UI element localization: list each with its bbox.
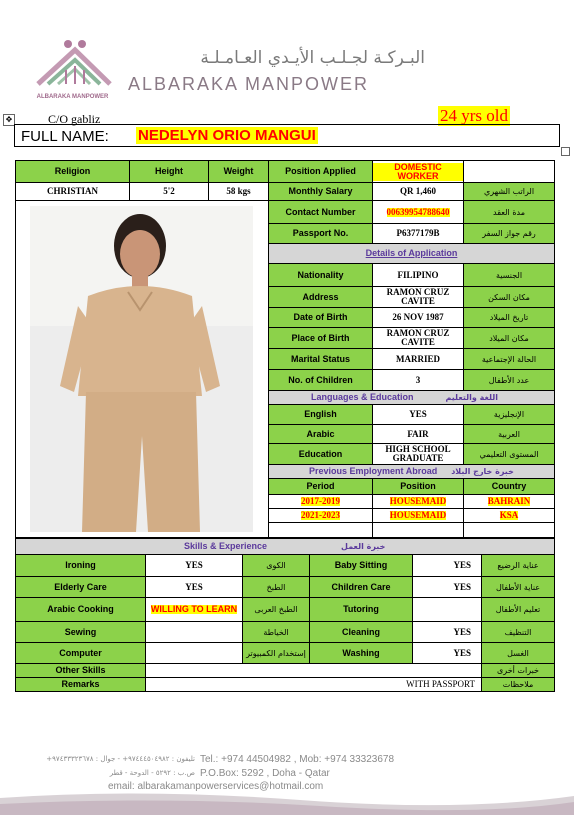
employment-position xyxy=(372,508,464,523)
skill-label: Ironing xyxy=(15,554,146,577)
contact-number-ar: مدة العقد xyxy=(463,200,555,224)
remarks-value: WITH PASSPORT xyxy=(145,677,482,692)
skill-label: Arabic Cooking xyxy=(15,597,146,622)
language-label: Arabic xyxy=(268,424,373,444)
detail-arabic-label: مكان الميلاد xyxy=(463,327,555,349)
passport-ar: رقم جواز السفر xyxy=(463,223,555,244)
full-name-value: NEDELYN ORIO MANGUI xyxy=(138,127,316,144)
details-header: Details of Application xyxy=(268,243,555,264)
employment-position-text: HOUSEMAID xyxy=(389,510,447,520)
detail-value: RAMON CRUZ CAVITE xyxy=(372,327,464,349)
skill-value-text: YES xyxy=(185,560,203,570)
skill-label: Sewing xyxy=(15,621,146,643)
employment-col-position: Position xyxy=(372,478,464,495)
skill-arabic-label: الطبخ العربى xyxy=(242,597,310,622)
detail-label: Marital Status xyxy=(268,348,373,370)
position-applied-value: DOMESTIC WORKER xyxy=(372,160,464,183)
skill-value xyxy=(145,576,243,598)
detail-arabic-label: الجنسية xyxy=(463,263,555,287)
footer-pobox: P.O.Box: 5292 , Doha - Qatar xyxy=(200,768,330,779)
detail-arabic-label: مكان السكن xyxy=(463,286,555,308)
employment-position-text: HOUSEMAID xyxy=(389,496,447,506)
religion-header: Religion xyxy=(15,160,130,183)
employment-period xyxy=(268,494,373,509)
height-value: 5'2 xyxy=(129,182,209,201)
monthly-salary-label: Monthly Salary xyxy=(268,182,373,201)
other-skills-value xyxy=(145,663,482,678)
skill-arabic-label: عناية الأطفال xyxy=(481,576,555,598)
employment-period-text: 2017-2019 xyxy=(301,496,340,506)
monthly-salary-value: QR 1,460 xyxy=(372,182,464,201)
language-label: Education xyxy=(268,443,373,465)
skills-header: Skills & Experience خبرة العمل xyxy=(15,538,555,555)
passport-label: Passport No. xyxy=(268,223,373,244)
detail-value: MARRIED xyxy=(372,348,464,370)
row-resize-handle[interactable] xyxy=(561,147,570,156)
skill-value xyxy=(145,621,243,643)
skill-arabic-label: إستخدام الكمبيوتر xyxy=(242,642,310,664)
age-badge: 24 yrs old xyxy=(440,106,508,125)
language-value: YES xyxy=(372,404,464,425)
employment-empty-cell xyxy=(372,522,464,538)
language-arabic-label: المستوى التعليمي xyxy=(463,443,555,465)
position-applied-ar xyxy=(463,160,555,183)
skill-label: Children Care xyxy=(309,576,413,598)
skill-arabic-label: عناية الرضيع xyxy=(481,554,555,577)
skill-value xyxy=(145,597,243,622)
employment-position xyxy=(372,494,464,509)
employment-period-text: 2021-2023 xyxy=(301,510,340,520)
employment-period xyxy=(268,508,373,523)
skill-value: YES xyxy=(412,554,482,577)
passport-value: P6377179B xyxy=(372,223,464,244)
skill-arabic-label: التنظيف xyxy=(481,621,555,643)
detail-label: Date of Birth xyxy=(268,307,373,328)
person-photo-icon xyxy=(30,206,253,532)
candidate-photo xyxy=(30,206,253,532)
table-move-handle[interactable]: ✥ xyxy=(3,114,15,126)
employment-empty-cell xyxy=(463,522,555,538)
skill-value-text: WILLING TO LEARN xyxy=(150,604,238,614)
other-skills-label: Other Skills xyxy=(15,663,146,678)
position-applied-label: Position Applied xyxy=(268,160,373,183)
skill-value: YES xyxy=(412,576,482,598)
language-arabic-label: الإنجليزية xyxy=(463,404,555,425)
full-name-box xyxy=(14,124,560,147)
language-label: English xyxy=(268,404,373,425)
full-name-label: FULL NAME: xyxy=(21,128,109,145)
contact-number-value: 00639954788640 xyxy=(372,200,464,224)
detail-label: Address xyxy=(268,286,373,308)
skill-arabic-label: تعليم الأطفال xyxy=(481,597,555,622)
skill-label: Cleaning xyxy=(309,621,413,643)
height-header: Height xyxy=(129,160,209,183)
footer-pobox-arabic: ص.ب : ٥٢٩٢ - الدوحة - قطر xyxy=(109,769,195,777)
skill-label: Elderly Care xyxy=(15,576,146,598)
detail-value: 26 NOV 1987 xyxy=(372,307,464,328)
employment-country xyxy=(463,508,555,523)
logo-mark-icon xyxy=(30,38,115,100)
skill-label: Washing xyxy=(309,642,413,664)
skill-arabic-label: الكوى xyxy=(242,554,310,577)
skill-arabic-label: الخياطة xyxy=(242,621,310,643)
language-arabic-label: العربية xyxy=(463,424,555,444)
skill-label: Tutoring xyxy=(309,597,413,622)
detail-label: No. of Children xyxy=(268,369,373,391)
employment-header: Previous Employment Abroad خبرة خارج البلاد xyxy=(268,464,555,479)
skill-value xyxy=(412,597,482,622)
employment-country-text: KSA xyxy=(499,510,519,520)
company-logo xyxy=(30,38,115,100)
contact-number-label: Contact Number xyxy=(268,200,373,224)
skill-arabic-label: الغسل xyxy=(481,642,555,664)
footer-tel: Tel.: +974 44504982 , Mob: +974 33323678 xyxy=(200,754,395,765)
monthly-salary-ar: الراتب الشهري xyxy=(463,182,555,201)
care-of-text: C/O gabliz xyxy=(48,112,101,126)
skill-label: Baby Sitting xyxy=(309,554,413,577)
detail-label: Nationality xyxy=(268,263,373,287)
skill-label: Computer xyxy=(15,642,146,664)
company-name-english: ALBARAKA MANPOWER xyxy=(128,74,370,94)
skill-arabic-label: الطبخ xyxy=(242,576,310,598)
detail-arabic-label: عدد الأطفال xyxy=(463,369,555,391)
employment-col-country: Country xyxy=(463,478,555,495)
detail-arabic-label: تاريخ الميلاد xyxy=(463,307,555,328)
language-value: FAIR xyxy=(372,424,464,444)
detail-value: FILIPINO xyxy=(372,263,464,287)
weight-header: Weight xyxy=(208,160,269,183)
remarks-ar: ملاحظات xyxy=(481,677,555,692)
weight-value: 58 kgs xyxy=(208,182,269,201)
language-value: HIGH SCHOOL GRADUATE xyxy=(372,443,464,465)
company-name-arabic: البـركـة لجـلـب الأيـدي العـامـلـة xyxy=(200,48,425,68)
employment-country xyxy=(463,494,555,509)
other-skills-ar: خبرات أخرى xyxy=(481,663,555,678)
skill-value xyxy=(145,642,243,664)
logo-caption: ALBARAKA MANPOWER xyxy=(36,94,109,100)
footer-tel-arabic: تليفون : ٩٧٤٤٤٥٠٤٩٨٢+ - جوال : ٩٧٤٣٣٣٢٣٦٧٨+ xyxy=(46,755,195,763)
detail-value: RAMON CRUZ CAVITE xyxy=(372,286,464,308)
employment-empty-cell xyxy=(268,522,373,538)
languages-header: Languages & Education اللغة والتعليم xyxy=(268,390,555,405)
remarks-label: Remarks xyxy=(15,677,146,692)
religion-value: CHRISTIAN xyxy=(15,182,130,201)
skill-value xyxy=(145,554,243,577)
detail-arabic-label: الحالة الإجتماعية xyxy=(463,348,555,370)
employment-country-text: BAHRAIN xyxy=(487,496,531,506)
skill-value-text: YES xyxy=(185,581,203,592)
employment-col-period: Period xyxy=(268,478,373,495)
skill-value: YES xyxy=(412,621,482,643)
detail-value: 3 xyxy=(372,369,464,391)
skill-value: YES xyxy=(412,642,482,664)
footer-email[interactable]: email: albarakamanpowerservices@hotmail.com xyxy=(108,781,324,792)
detail-label: Place of Birth xyxy=(268,327,373,349)
